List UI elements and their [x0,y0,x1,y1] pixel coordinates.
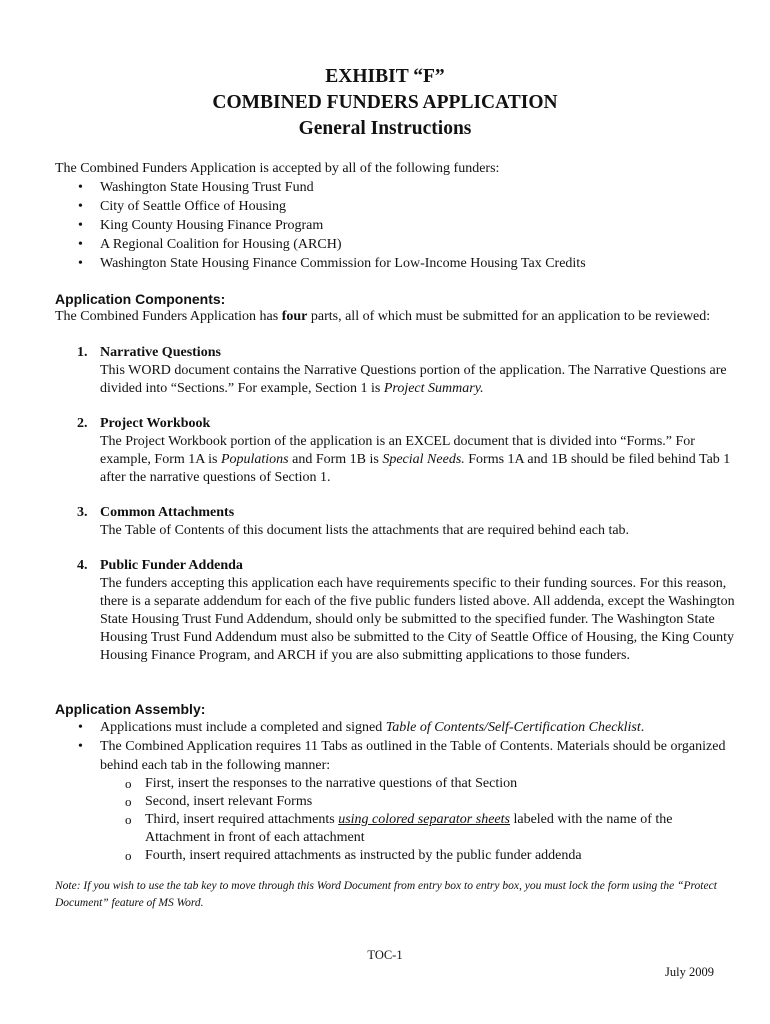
intro-section [55,160,735,273]
funder-item: • City of Seattle Office of Housing [55,197,735,216]
component-body: The Project Workbook portion of the application is an EXCEL document that is divided into “Forms.” For example, Form 1A is Populations and Form 1B is Special Needs. Forms 1A and 1B should be filed behind Tab 1 after the narrative questions of Section 1. [100,434,731,485]
intro-text: The Combined Funders Application is accepted by all of the following funders: [55,161,500,176]
funder-item: • Washington State Housing Trust Fund [55,178,735,197]
note-text: Note: If you wish to use the tab key to move through this Word Document from entry box to entry box, you must lock the form using the “Protect Document” feature of MS Word. [55,880,717,909]
components-list [55,344,735,398]
component-body: This WORD document contains the Narrative Questions portion of the application. The Narrative Questions are divided into “Sections.” For example, Section 1 is Project Summary. [100,363,727,396]
title-block [0,64,770,142]
funder-item: • King County Housing Finance Program [55,216,735,235]
component-body: The funders accepting this application each have requirements specific to their funding sources. For this reason, there is a separate addendum for each of the five public funders listed above. All addenda, except the Washington State Housing Trust Fund Addendum, should only be submitted to the specified funder. The Washington State Housing Trust Fund Addendum must also be submitted to the City of Seattle Office of Housing, the King County Housing Finance Program, and ARCH if you are also submitting applications to those funders. [100,576,735,663]
component-item [55,415,735,487]
component-item [55,557,735,665]
component-title: Public Funder Addenda [100,558,243,573]
component-number: 1. [77,345,88,360]
assembly-item: • The Combined Application requires 11 Tabs as outlined in the Table of Contents. Materials should be organized behind each tab in the following manner: [55,737,735,775]
component-number: 3. [77,505,88,520]
assembly-sublist [55,775,735,865]
assembly-heading: Application Assembly: [55,701,206,717]
components-intro: The Combined Funders Application has four parts, all of which must be submitted for an application to be reviewed: [55,309,711,324]
funder-item: • A Regional Coalition for Housing (ARCH) [55,235,735,254]
funders-list [55,178,735,273]
component-title: Narrative Questions [100,345,221,360]
application-title: COMBINED FUNDERS APPLICATION [212,92,558,113]
assembly-section [55,700,735,865]
instructions-title: General Instructions [298,118,472,139]
component-body: The Table of Contents of this document lists the attachments that are required behind each tab. [100,523,630,538]
component-number: 2. [77,416,88,431]
page-number: TOC-1 [367,948,403,962]
component-item [55,504,735,540]
component-title: Project Workbook [100,416,211,431]
footer-date: July 2009 [665,965,714,979]
component-item [55,344,735,398]
assembly-subitem: o First, insert the responses to the narrative questions of that Section [55,775,735,793]
components-section [55,290,735,326]
assembly-subitem: o Second, insert relevant Forms [55,793,735,811]
funder-item: • Washington State Housing Finance Commission for Low-Income Housing Tax Credits [55,254,735,273]
components-heading: Application Components: [55,291,226,307]
assembly-subitem: o Fourth, insert required attachments as instructed by the public funder addenda [55,847,735,865]
assembly-item: • Applications must include a completed and signed Table of Contents/Self-Certification Checklist. [55,718,735,737]
assembly-subitem: o Third, insert required attachments using colored separator sheets labeled with the name of the Attachment in front of each attachment [55,811,735,847]
component-title: Common Attachments [100,505,235,520]
component-number: 4. [77,558,88,573]
components-list [55,415,735,487]
components-list [55,557,735,665]
components-list [55,504,735,540]
assembly-list [55,718,735,775]
exhibit-title: EXHIBIT “F” [325,66,445,87]
